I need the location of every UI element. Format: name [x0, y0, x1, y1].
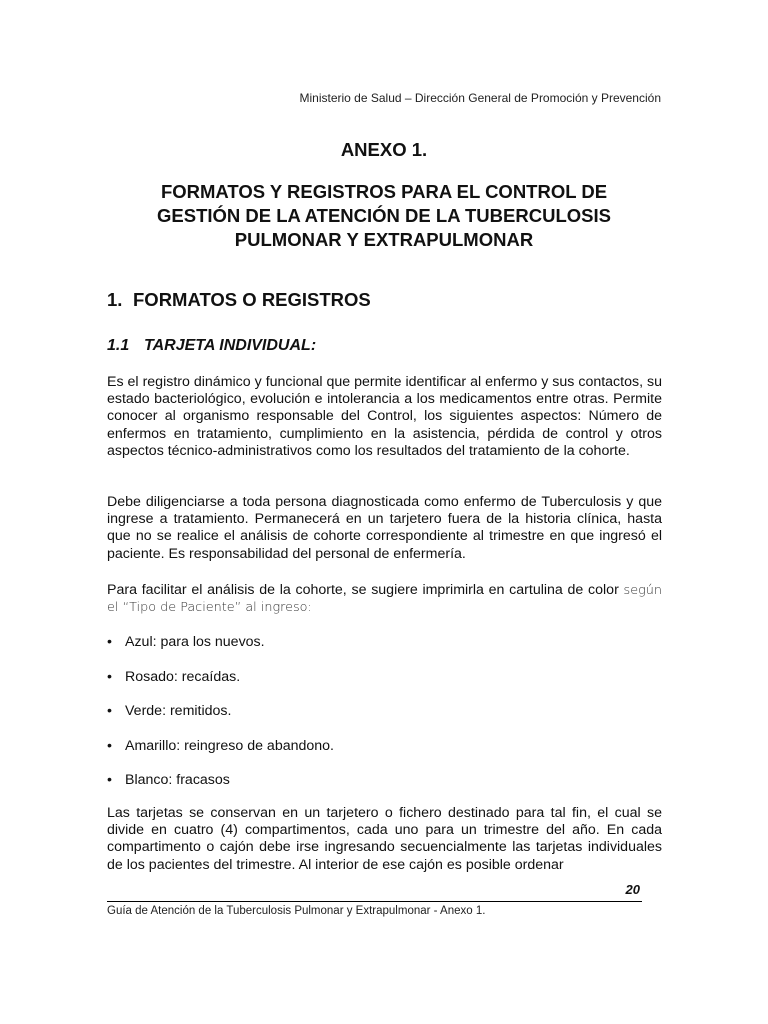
- running-footer: Guía de Atención de la Tuberculosis Pulmonar y Extrapulmonar - Anexo 1.: [107, 905, 486, 917]
- document-title: [0, 180, 768, 252]
- subsection-heading: [107, 337, 316, 355]
- list-item: [107, 772, 334, 807]
- section-title: FORMATOS O REGISTROS: [133, 289, 371, 310]
- paragraph: [107, 582, 662, 616]
- section-number: 1.: [107, 289, 123, 310]
- list-item-text: Verde: remitidos.: [125, 703, 232, 719]
- list-item-text: Amarillo: reingreso de abandono.: [125, 737, 335, 754]
- list-item: [107, 738, 334, 773]
- list-item-text: Rosado: recaídas.: [125, 668, 241, 685]
- subsection-number: 1.1: [107, 337, 130, 354]
- section-heading: [107, 289, 371, 311]
- paragraph: Es el registro dinámico y funcional que permite identificar al enfermo y sus contactos, su estado bacteriológico, evolución e intolerancia a los medicamentos entre otras. Permite conocer al organismo responsable del Control, los siguientes aspectos: Número de enfermos en tratamiento, cumplimiento en la asistencia, pérdida de control y otros aspectos técnico-administrativos como los resultados del tratamiento de la cohorte.: [107, 374, 662, 459]
- bullet-icon: •: [107, 772, 112, 788]
- title-line: FORMATOS Y REGISTROS PARA EL CONTROL DE: [160, 181, 608, 202]
- bullet-icon: •: [107, 668, 112, 685]
- list-item: [107, 703, 334, 738]
- color-list: [107, 634, 334, 807]
- list-item: [107, 634, 334, 669]
- running-header: Ministerio de Salud – Dirección General de Promoción y Prevención: [299, 91, 661, 105]
- list-item-text: Azul: para los nuevos.: [125, 634, 265, 650]
- bullet-icon: •: [107, 634, 112, 650]
- paragraph-text: según el “Tipo de Paciente” al ingreso:: [107, 583, 662, 616]
- paragraph: Debe diligenciarse a toda persona diagnosticada como enfermo de Tuberculosis y que ingrese a tratamiento. Permanecerá en un tarjetero fuera de la historia clínica, hasta que no se realice el análisis de cohorte correspondiente al trimestre en que ingresó el paciente. Es responsabilidad del personal de enfermería.: [107, 494, 662, 562]
- title-line: PULMONAR Y EXTRAPULMONAR: [234, 229, 534, 250]
- title-line: GESTIÓN DE LA ATENCIÓN DE LA TUBERCULOSIS: [157, 205, 611, 226]
- footer-divider: [107, 901, 642, 902]
- paragraph-text: Para facilitar el análisis de la cohorte, se sugiere imprimirla en cartulina de color: [107, 582, 619, 598]
- list-item: [107, 669, 334, 704]
- list-item-text: Blanco: fracasos: [125, 772, 230, 788]
- bullet-icon: •: [107, 737, 112, 754]
- subsection-title: TARJETA INDIVIDUAL:: [144, 337, 317, 354]
- bullet-icon: •: [107, 703, 112, 719]
- annex-title: ANEXO 1.: [340, 139, 428, 160]
- page-number: 20: [625, 882, 640, 897]
- paragraph: Las tarjetas se conservan en un tarjetero o fichero destinado para tal fin, el cual se divide en cuatro (4) compartimentos, cada uno para un trimestre del año. En cada compartimento o cajón debe irse ingresando secuencialmente las tarjetas individuales de los pacientes del trimestre. Al interior de ese cajón es posible ordenar: [107, 805, 662, 873]
